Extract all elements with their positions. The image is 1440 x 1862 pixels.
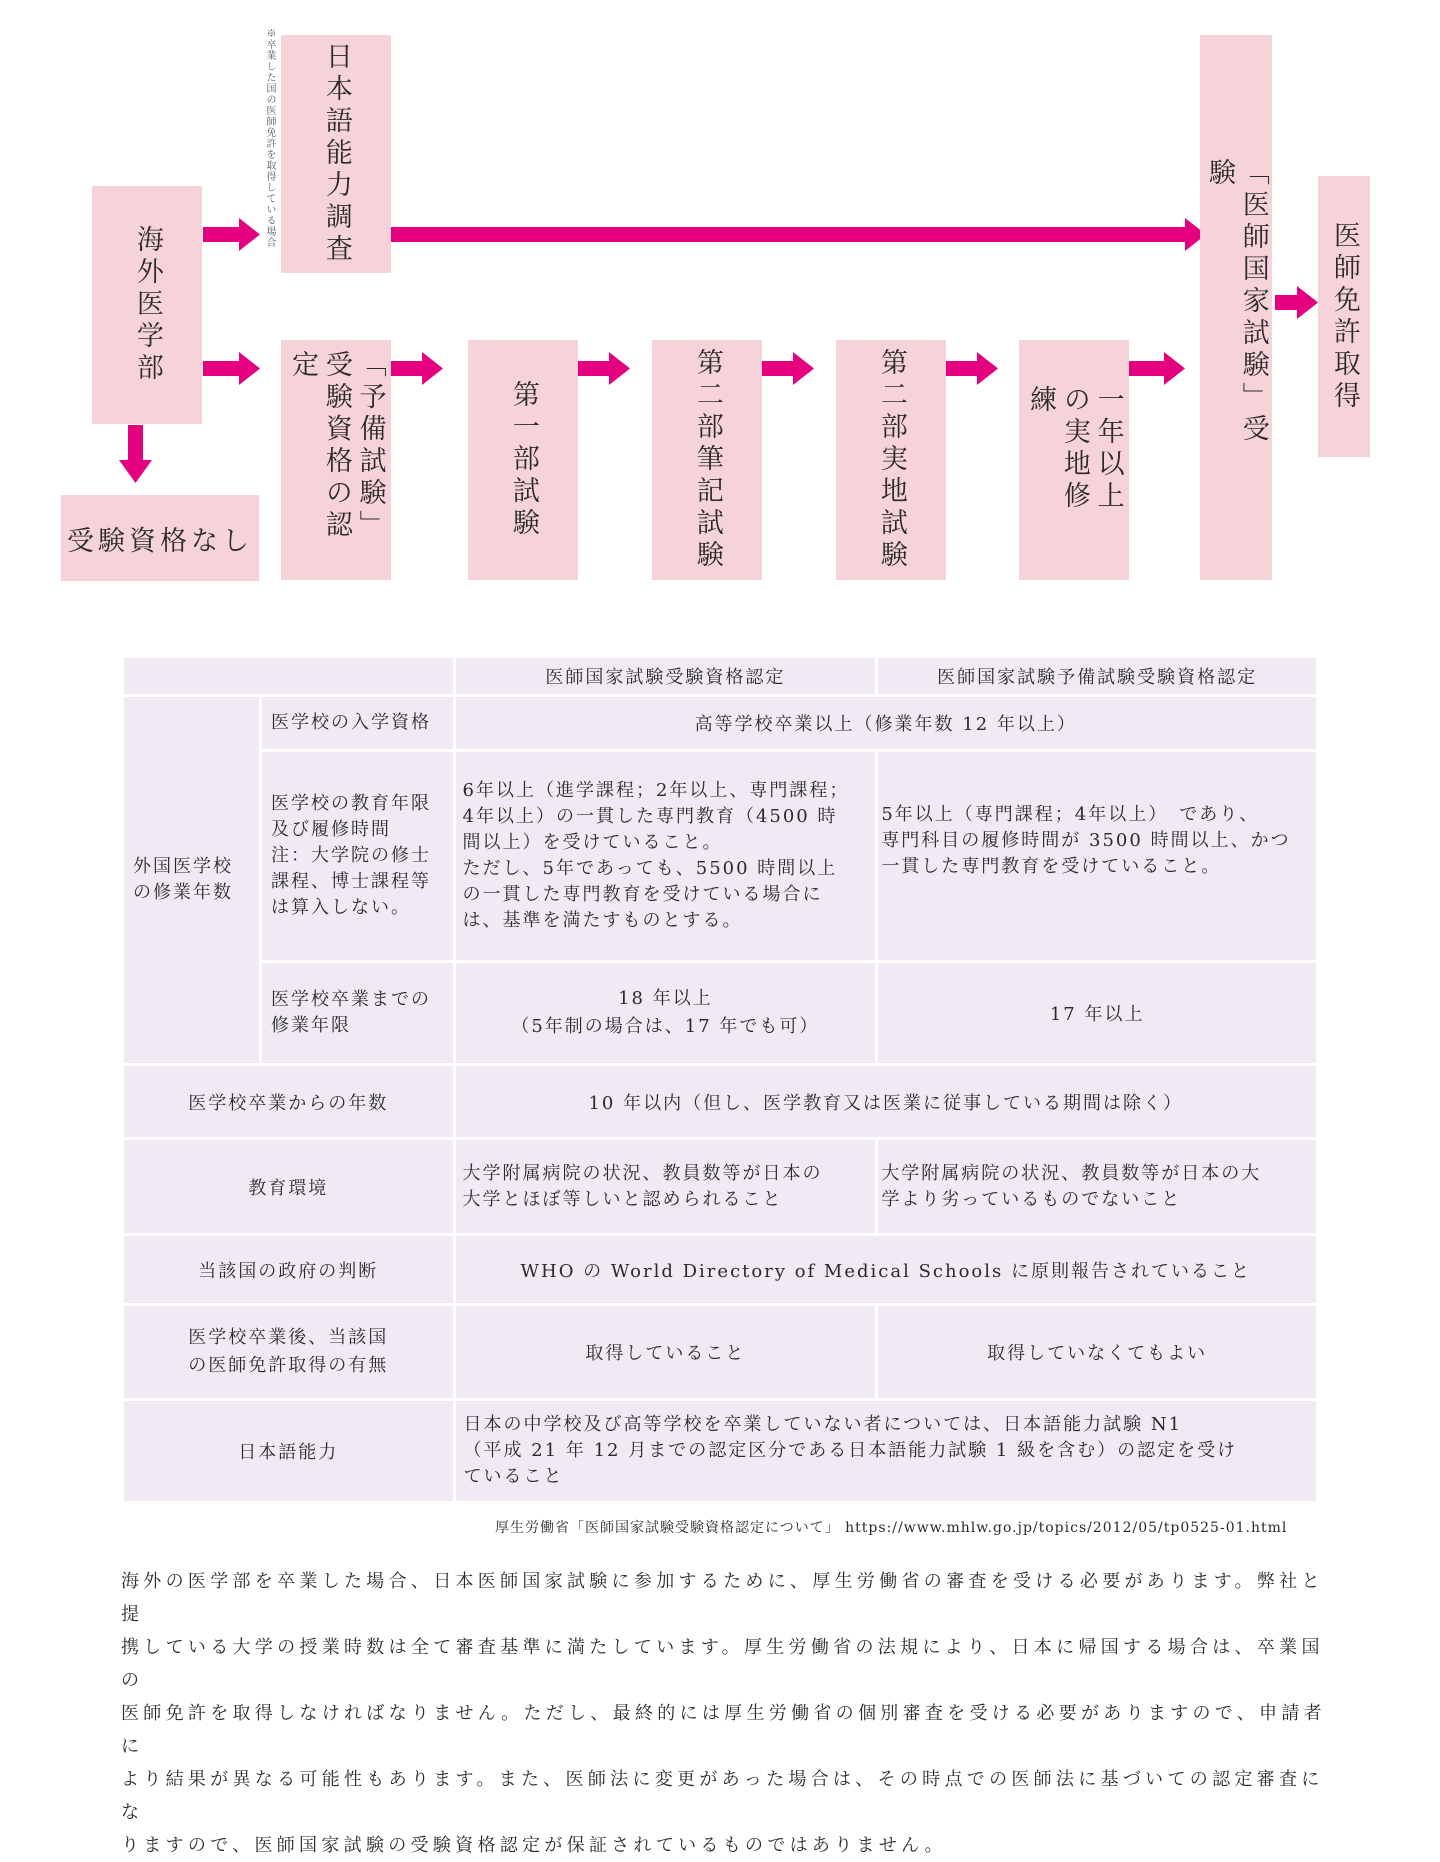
part2-practical-label: 第二部実地試験 — [875, 348, 907, 572]
header-col2: 医師国家試験予備試験受験資格認定 — [877, 657, 1318, 696]
paragraph-line: りますので、医師国家試験の受験資格認定が保証されているものではありません。 — [121, 1835, 947, 1856]
years-since-grad-value: 10 年以内（但し、医学教育又は医業に従事している期間は除く） — [454, 1065, 1318, 1139]
row-years-until-grad — [123, 962, 1318, 1065]
box-part2-written — [652, 340, 762, 580]
education-col2: 5年以上（専門課程；4年以上） であり、 専門科目の履修時間が 3500 時間以上、かつ 一貫した専門教育を受けていること。 — [877, 751, 1318, 962]
row-admission — [123, 696, 1318, 751]
row-license-status — [123, 1305, 1318, 1400]
box-japanese-survey — [281, 35, 391, 273]
arrow-training-to-exam — [1129, 352, 1185, 385]
box-license — [1318, 176, 1370, 457]
box-prelim-cert — [281, 340, 391, 580]
box-national-exam — [1200, 35, 1272, 580]
paragraph-line: より結果が異なる可能性もあります。また、医師法に変更があった場合は、その時点での医師法に基づいての認定審査にな — [121, 1769, 1324, 1823]
government-value: WHO の World Directory of Medical Schools に原則報告されていること — [454, 1235, 1318, 1305]
paragraph-line: 携している大学の授業時数は全て審査基準に満たしています。厚生労働省の法規により、日本に帰国する場合は、卒業国の — [121, 1637, 1324, 1691]
table-header-row — [123, 657, 1318, 696]
arrow-exam-to-license — [1275, 286, 1318, 319]
header-blank — [123, 657, 455, 696]
arrow-part2w-to-part2p — [762, 352, 814, 385]
years-until-grad-col1: 18 年以上 （5年制の場合は、17 年でも可） — [454, 962, 877, 1065]
training-label: 一年以上の実地修練 — [1025, 385, 1124, 513]
part1-label: 第一部試験 — [507, 380, 539, 540]
national-exam-label: 「医師国家試験」受験 — [1204, 157, 1269, 446]
license-status-label: 医学校卒業後、当該国 の医師免許取得の有無 — [123, 1305, 455, 1400]
row-education — [123, 751, 1318, 962]
part2-written-label: 第二部筆記試験 — [691, 348, 723, 572]
admission-value: 高等学校卒業以上（修業年数 12 年以上） — [454, 696, 1318, 751]
arrow-part2p-to-training — [946, 352, 998, 385]
arrow-overseas-down — [119, 425, 152, 483]
years-until-grad-label: 医学校卒業までの 修業年限 — [260, 962, 454, 1065]
paragraph-line: 海外の医学部を卒業した場合、日本医師国家試験に参加するために、厚生労働省の審査を受ける必要があります。弊社と提 — [121, 1571, 1324, 1625]
box-training — [1019, 340, 1129, 580]
overseas-label: 海外医学部 — [131, 225, 163, 385]
government-label: 当該国の政府の判断 — [123, 1235, 455, 1305]
paragraph-line: 医師免許を取得しなければなりません。ただし、最終的には厚生労働省の個別審査を受ける必要がありますので、申請者に — [121, 1703, 1326, 1757]
source-citation: 厚生労働省「医師国家試験受験資格認定について」 https://www.mhlw.go.jp/topics/2012/05/tp0525-01.html — [495, 1520, 1288, 1536]
japanese-survey-label: 日本語能力調査 — [320, 42, 352, 266]
row-government — [123, 1235, 1318, 1305]
arrow-overseas-to-survey — [203, 218, 260, 251]
row-environment — [123, 1139, 1318, 1235]
box-part1 — [468, 340, 578, 580]
license-status-col2: 取得していなくてもよい — [877, 1305, 1318, 1400]
license-status-col1: 取得していること — [454, 1305, 877, 1400]
arrow-survey-to-exam — [391, 218, 1206, 251]
requirements-table — [121, 655, 1319, 1504]
years-since-grad-label: 医学校卒業からの年数 — [123, 1065, 455, 1139]
admission-label: 医学校の入学資格 — [260, 696, 454, 751]
arrow-overseas-to-prelim — [203, 352, 260, 385]
arrow-prelim-to-part1 — [391, 352, 443, 385]
education-col1: 6年以上（進学課程；2年以上、専門課程； 4年以上）の一貫した専門教育（4500 時 間以上）を受けていること。 ただし、5年であっても、5500 時間以上 の一貫した専門教育を受けている場合に は、基準を満たすものとする。 — [454, 751, 877, 962]
japanese-label: 日本語能力 — [123, 1400, 455, 1503]
foreign-group-label: 外国医学校の修業年数 — [123, 696, 261, 1065]
survey-note: ※卒業した国の医師免許を取得している場合 — [264, 28, 275, 248]
license-label: 医師免許取得 — [1328, 220, 1360, 413]
row-japanese — [123, 1400, 1318, 1503]
header-col1: 医師国家試験受験資格認定 — [454, 657, 877, 696]
years-until-grad-col2: 17 年以上 — [877, 962, 1318, 1065]
box-part2-practical — [836, 340, 946, 580]
environment-col2: 大学附属病院の状況、教員数等が日本の大 学より劣っているものでないこと — [877, 1139, 1318, 1235]
arrow-part1-to-part2w — [578, 352, 630, 385]
education-label: 医学校の教育年限 及び履修時間 注：大学院の修士 課程、博士課程等 は算入しない。 — [260, 751, 454, 962]
explanation-paragraph — [121, 1565, 1339, 1862]
box-no-eligibility — [61, 495, 259, 581]
box-overseas-med — [92, 186, 202, 424]
environment-col1: 大学附属病院の状況、教員数等が日本の 大学とほぼ等しいと認められること — [454, 1139, 877, 1235]
no-eligibility-label: 受験資格なし — [67, 525, 253, 557]
environment-label: 教育環境 — [123, 1139, 455, 1235]
row-years-since-grad — [123, 1065, 1318, 1139]
japanese-value: 日本の中学校及び高等学校を卒業していない者については、日本語能力試験 N1 （平成 21 年 12 月までの認定区分である日本語能力試験 1 級を含む）の認定を受け ていること — [454, 1400, 1318, 1503]
prelim-cert-label: 「予備試験」受験資格の認定 — [287, 350, 386, 542]
